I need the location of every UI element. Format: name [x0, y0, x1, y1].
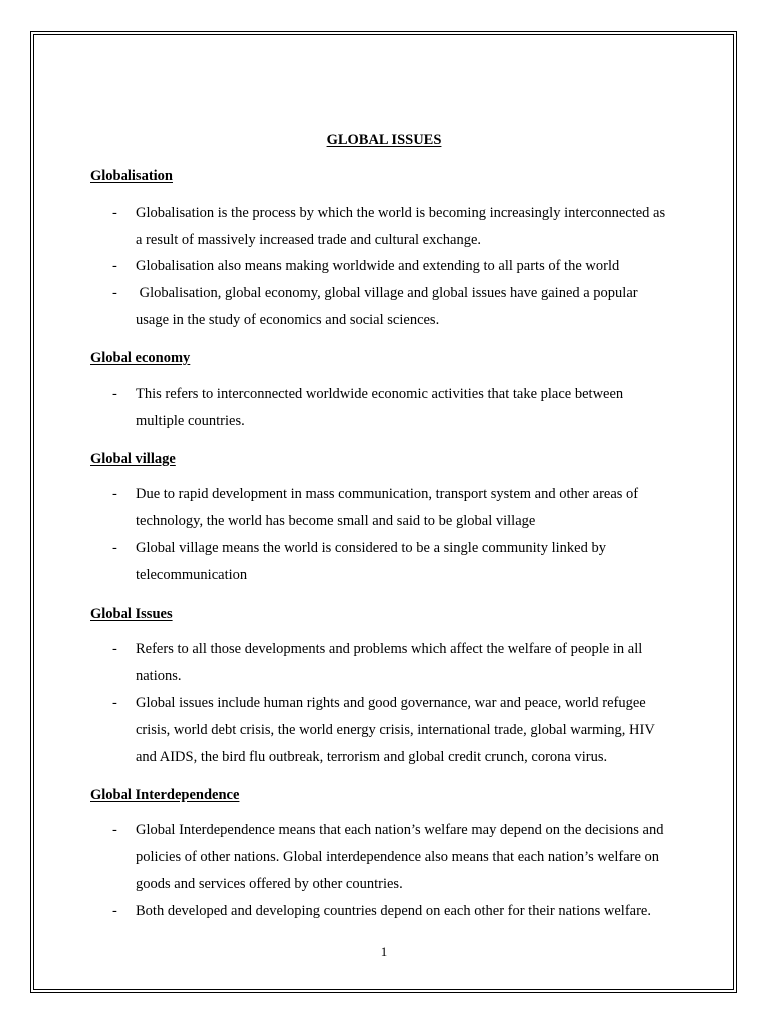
bullet-item — [112, 481, 672, 535]
bullet-marker: - — [112, 258, 117, 274]
section-heading-global-village: Global village — [90, 451, 176, 467]
bullet-text: Globalisation, global economy, global village and global issues have gained a popular usage in the study of economics and social sciences. — [136, 285, 642, 328]
bullet-item — [112, 636, 672, 690]
bullet-item — [112, 280, 672, 334]
bullet-marker: - — [112, 386, 117, 402]
bullet-text: This refers to interconnected worldwide economic activities that take place between multiple countries. — [136, 386, 624, 429]
section-heading-global-economy: Global economy — [90, 350, 191, 366]
bullet-item — [112, 535, 672, 589]
bullet-text: Global village means the world is considered to be a single community linked by telecommunication — [136, 540, 606, 583]
bullet-text: Both developed and developing countries depend on each other for their nations welfare. — [136, 903, 651, 919]
page-number: 1 — [380, 944, 388, 959]
bullet-item — [112, 898, 672, 925]
bullet-marker: - — [112, 903, 117, 919]
bullet-item — [112, 817, 672, 898]
section-heading-globalisation: Globalisation — [90, 168, 173, 184]
bullet-marker: - — [112, 641, 117, 657]
bullet-text: Globalisation also means making worldwide and extending to all parts of the world — [136, 258, 620, 274]
bullet-text: Global Interdependence means that each nation’s welfare may depend on the decisions and policies of other nations. Global interdependence also means that each nation’s welfare on goods and services offered by other countries. — [136, 822, 664, 892]
bullet-item — [112, 200, 672, 254]
bullet-item — [112, 690, 672, 771]
bullet-marker: - — [112, 205, 117, 221]
bullet-item — [112, 381, 672, 435]
bullet-text: Refers to all those developments and problems which affect the welfare of people in all nations. — [136, 641, 643, 684]
bullet-text: Globalisation is the process by which the world is becoming increasingly interconnected as a result of massively increased trade and cultural exchange. — [136, 205, 666, 248]
bullet-item — [112, 253, 672, 280]
bullet-marker: - — [112, 540, 117, 556]
document-title: GLOBAL ISSUES — [326, 132, 442, 148]
bullet-text: Due to rapid development in mass communication, transport system and other areas of technology, the world has become small and said to be global village — [136, 486, 639, 529]
bullet-marker: - — [112, 822, 117, 838]
bullet-marker: - — [112, 285, 117, 301]
section-heading-global-interdependence: Global Interdependence — [90, 787, 240, 803]
section-heading-global-issues: Global Issues — [90, 606, 173, 622]
bullet-text: Global issues include human rights and good governance, war and peace, world refugee crisis, world debt crisis, the world energy crisis, international trade, global warming, HIV and AIDS, the bird flu outbreak, terrorism and global credit crunch, corona virus. — [136, 695, 655, 765]
bullet-marker: - — [112, 695, 117, 711]
bullet-marker: - — [112, 486, 117, 502]
